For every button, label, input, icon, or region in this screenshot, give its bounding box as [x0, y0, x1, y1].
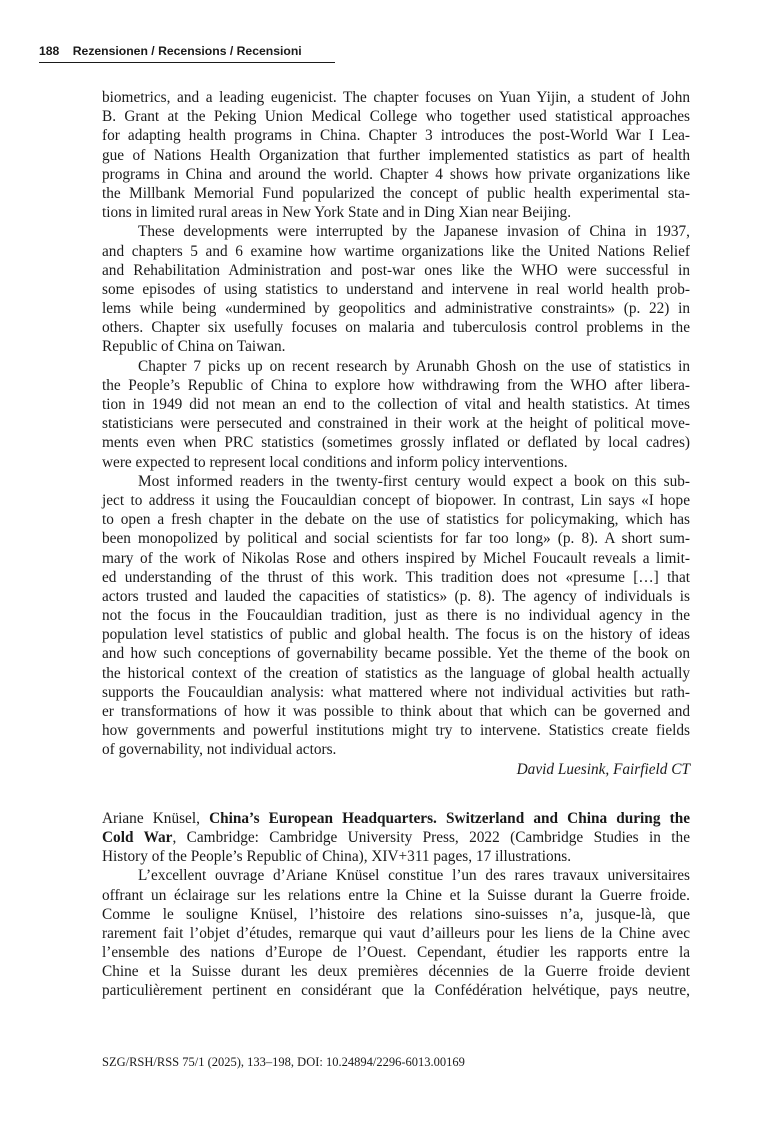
review-knusel — [102, 809, 690, 1001]
text-line: Chine et la Suisse durant les deux premières décennies de la Guerre froide devient — [102, 963, 690, 981]
text-line: ed understanding of the thrust of this work. This tradition does not «presume […] that — [102, 568, 690, 586]
text-line: Chapter 7 picks up on recent research by Arunabh Ghosh on the use of statistics in — [138, 357, 690, 375]
text-line: tion in 1949 did not mean an end to the collection of vital and health statistics. At times — [102, 396, 690, 413]
text-line: rarement fait l’objet d’études, remarque qui vaut d’ailleurs pour les liens de la Chine avec — [102, 924, 690, 942]
text-line: programs in China and around the world. Chapter 4 shows how private organizations like — [102, 165, 690, 183]
text-line: others. Chapter six usefully focuses on malaria and tuberculosis control problems in the — [102, 319, 690, 337]
text-line: er transformations of how it was possible to think about that which can be governed and — [102, 703, 690, 720]
citation-publisher: , Cambridge: Cambridge University Press, 2022 (Cambridge Studies in the — [172, 828, 690, 846]
citation-title-cont: Cold War — [102, 828, 173, 846]
citation-line-2 — [102, 828, 690, 847]
text-line: B. Grant at the Peking Union Medical College who together used statistical approaches — [102, 108, 690, 126]
text-line: the historical context of the creation of statistics as the language of global health actually — [102, 664, 690, 682]
text-line: how governments and powerful institutions might try to intervene. Statistics create fields — [102, 722, 690, 740]
reviewer-signature: David Luesink, Fairfield CT — [516, 760, 690, 778]
text-line: some episodes of using statistics to understand and intervene in real world health prob- — [102, 280, 690, 298]
text-line: mary of the work of Nikolas Rose and others inspired by Michel Foucault reveals a limit- — [102, 549, 690, 567]
citation-line-1 — [102, 809, 690, 828]
text-line: to open a fresh chapter in the debate on the use of statistics for policymaking, which has — [102, 511, 690, 529]
review-lin — [102, 88, 690, 779]
text-line: ments even when PRC statistics (sometimes grossly inflated or deflated by local cadres) — [102, 434, 690, 452]
citation-title: China’s European Headquarters. Switzerland and China during the — [209, 809, 690, 827]
text-line: Most informed readers in the twenty-first century would expect a book on this sub- — [138, 472, 690, 490]
text-line: population level statistics of public and global health. The focus is on the history of ideas — [102, 626, 690, 644]
text-line: and how such conceptions of governability became possible. Yet the theme of the book on — [102, 645, 690, 663]
text-line: Republic of China on Taiwan. — [102, 338, 286, 356]
text-line: and chapters 5 and 6 examine how wartime organizations like the United Nations Relief — [102, 242, 690, 260]
page-body — [102, 88, 690, 1001]
citation-line-3: History of the People’s Republic of China), XIV+311 pages, 17 illustrations. — [102, 848, 572, 866]
text-line: supports the Foucauldian analysis: what mattered where not individual activities but rath- — [102, 683, 690, 701]
page-number: 188 — [39, 44, 60, 58]
citation-author: Ariane Knüsel, — [102, 809, 210, 827]
text-line: ject to address it using the Foucauldian concept of biopower. In contrast, Lin says «I hope — [102, 491, 690, 509]
text-line: particulièrement pertinent en considérant que la Confédération helvétique, pays neutre, — [102, 982, 690, 1000]
section-title: Rezensionen / Recensions / Recensioni — [72, 44, 302, 58]
text-line: the People’s Republic of China to explore how withdrawing from the WHO after libera- — [102, 376, 690, 394]
text-line: actors trusted and lauded the capacities of statistics» (p. 8). The agency of individuals is — [102, 587, 690, 605]
text-line: for adapting health programs in China. Chapter 3 introduces the post-World War I Lea- — [102, 127, 690, 145]
text-line: been monopolized by political and social scientists for far too long» (p. 8). A short sum- — [102, 530, 690, 548]
running-header — [39, 44, 335, 58]
text-line: were expected to represent local conditions and inform policy interventions. — [102, 453, 568, 471]
text-line: L’excellent ouvrage d’Ariane Knüsel constitue l’un des rares travaux universitaires — [138, 867, 690, 885]
text-line: tions in limited rural areas in New York State and in Ding Xian near Beijing. — [102, 204, 572, 222]
text-line: of governability, not individual actors. — [102, 741, 337, 759]
review-separator — [102, 779, 690, 809]
text-line: not the focus in the Foucauldian tradition, just as there is no individual agency in the — [102, 607, 690, 625]
text-line: Comme le souligne Knüsel, l’histoire des relations sino-suisses n’a, jusque-là, que — [102, 905, 690, 923]
text-line: gue of Nations Health Organization that further implemented statistics as part of health — [102, 146, 690, 164]
text-line: These developments were interrupted by the Japanese invasion of China in 1937, — [138, 223, 690, 241]
page-footer: SZG/RSH/RSS 75/1 (2025), 133–198, DOI: 10.24894/2296-6013.00169 — [102, 1055, 465, 1069]
header-rule — [39, 62, 335, 63]
text-line: lems while being «undermined by geopolitics and administrative constraints» (p. 22) in — [102, 300, 690, 318]
text-line: and Rehabilitation Administration and post-war ones like the WHO were successful in — [102, 261, 690, 279]
text-line: the Millbank Memorial Fund popularized the concept of public health experimental sta- — [102, 184, 690, 202]
text-line: statisticians were persecuted and constrained in their work at the height of political move- — [102, 415, 690, 433]
text-line: l’ensemble des nations d’Europe de l’Ouest. Cependant, étudier les rapports entre la — [102, 944, 690, 962]
text-line: offrant un éclairage sur les relations entre la Chine et la Suisse durant la Guerre froide. — [102, 886, 690, 904]
text-line: biometrics, and a leading eugenicist. The chapter focuses on Yuan Yijin, a student of John — [102, 89, 690, 106]
